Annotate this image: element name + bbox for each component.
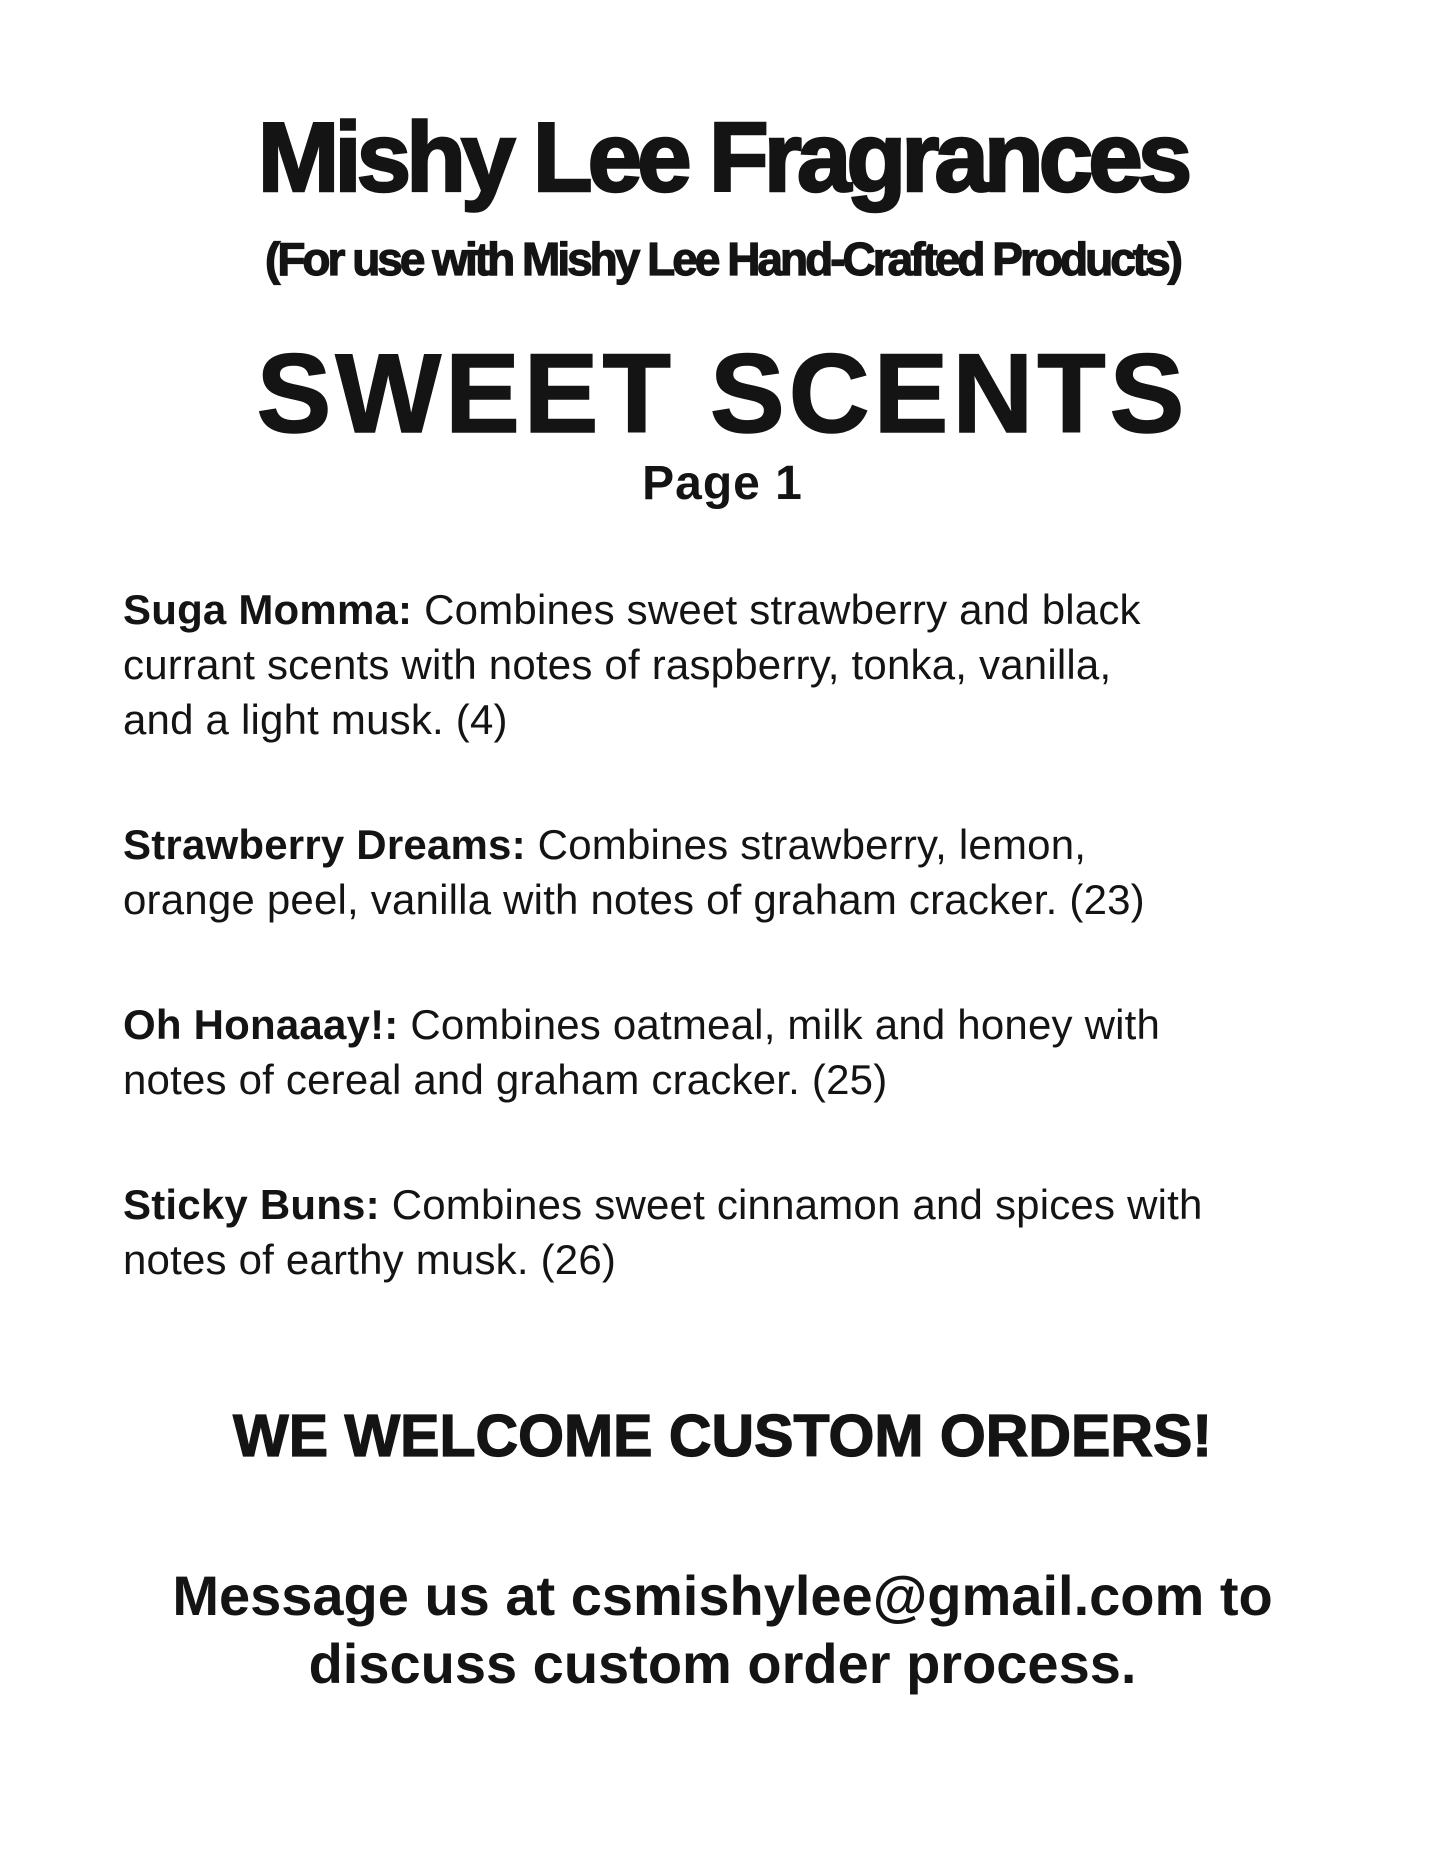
scent-description-line [123, 1177, 1325, 1232]
custom-orders-headline: WE WELCOME CUSTOM ORDERS! [233, 1403, 1212, 1469]
brand-subtitle: (For use with Mishy Lee Hand-Crafted Products) [265, 233, 1180, 285]
scent-description: Combines sweet strawberry and black [424, 586, 1141, 633]
scent-description-line: notes of cereal and graham cracker. (25) [123, 1056, 888, 1103]
scent-description-line: currant scents with notes of raspberry, tonka, vanilla, [123, 641, 1112, 688]
scent-description: Combines strawberry, lemon, [537, 821, 1087, 868]
scent-name: Suga Momma: [123, 586, 413, 633]
scent-entry [123, 582, 1325, 747]
brand-title: Mishy Lee Fragrances [257, 102, 1188, 212]
custom-orders-message [0, 1562, 1445, 1698]
scent-description: Combines oatmeal, milk and honey with [410, 1001, 1161, 1048]
scent-entry [123, 817, 1325, 927]
scent-description-line [123, 817, 1325, 872]
scent-name: Sticky Buns: [123, 1181, 380, 1228]
scent-description-line: and a light musk. (4) [123, 696, 508, 743]
scent-entry [123, 997, 1325, 1107]
scent-description: Combines sweet cinnamon and spices with [391, 1181, 1203, 1228]
custom-orders-message-line: discuss custom order process. [308, 1632, 1137, 1695]
section-title: SWEET SCENTS [256, 331, 1189, 456]
scent-description-line: orange peel, vanilla with notes of graham cracker. (23) [123, 876, 1145, 923]
custom-orders-message-line: Message us at csmishylee@gmail.com to [172, 1564, 1273, 1627]
scent-name: Oh Honaaay!: [123, 1001, 399, 1048]
scent-list [0, 582, 1445, 1287]
page-number-label: Page 1 [642, 457, 803, 510]
scent-name: Strawberry Dreams: [123, 821, 526, 868]
scent-description-line [123, 997, 1325, 1052]
scent-entry [123, 1177, 1325, 1287]
scent-description-line: notes of earthy musk. (26) [123, 1236, 617, 1283]
scent-description-line [123, 582, 1325, 637]
